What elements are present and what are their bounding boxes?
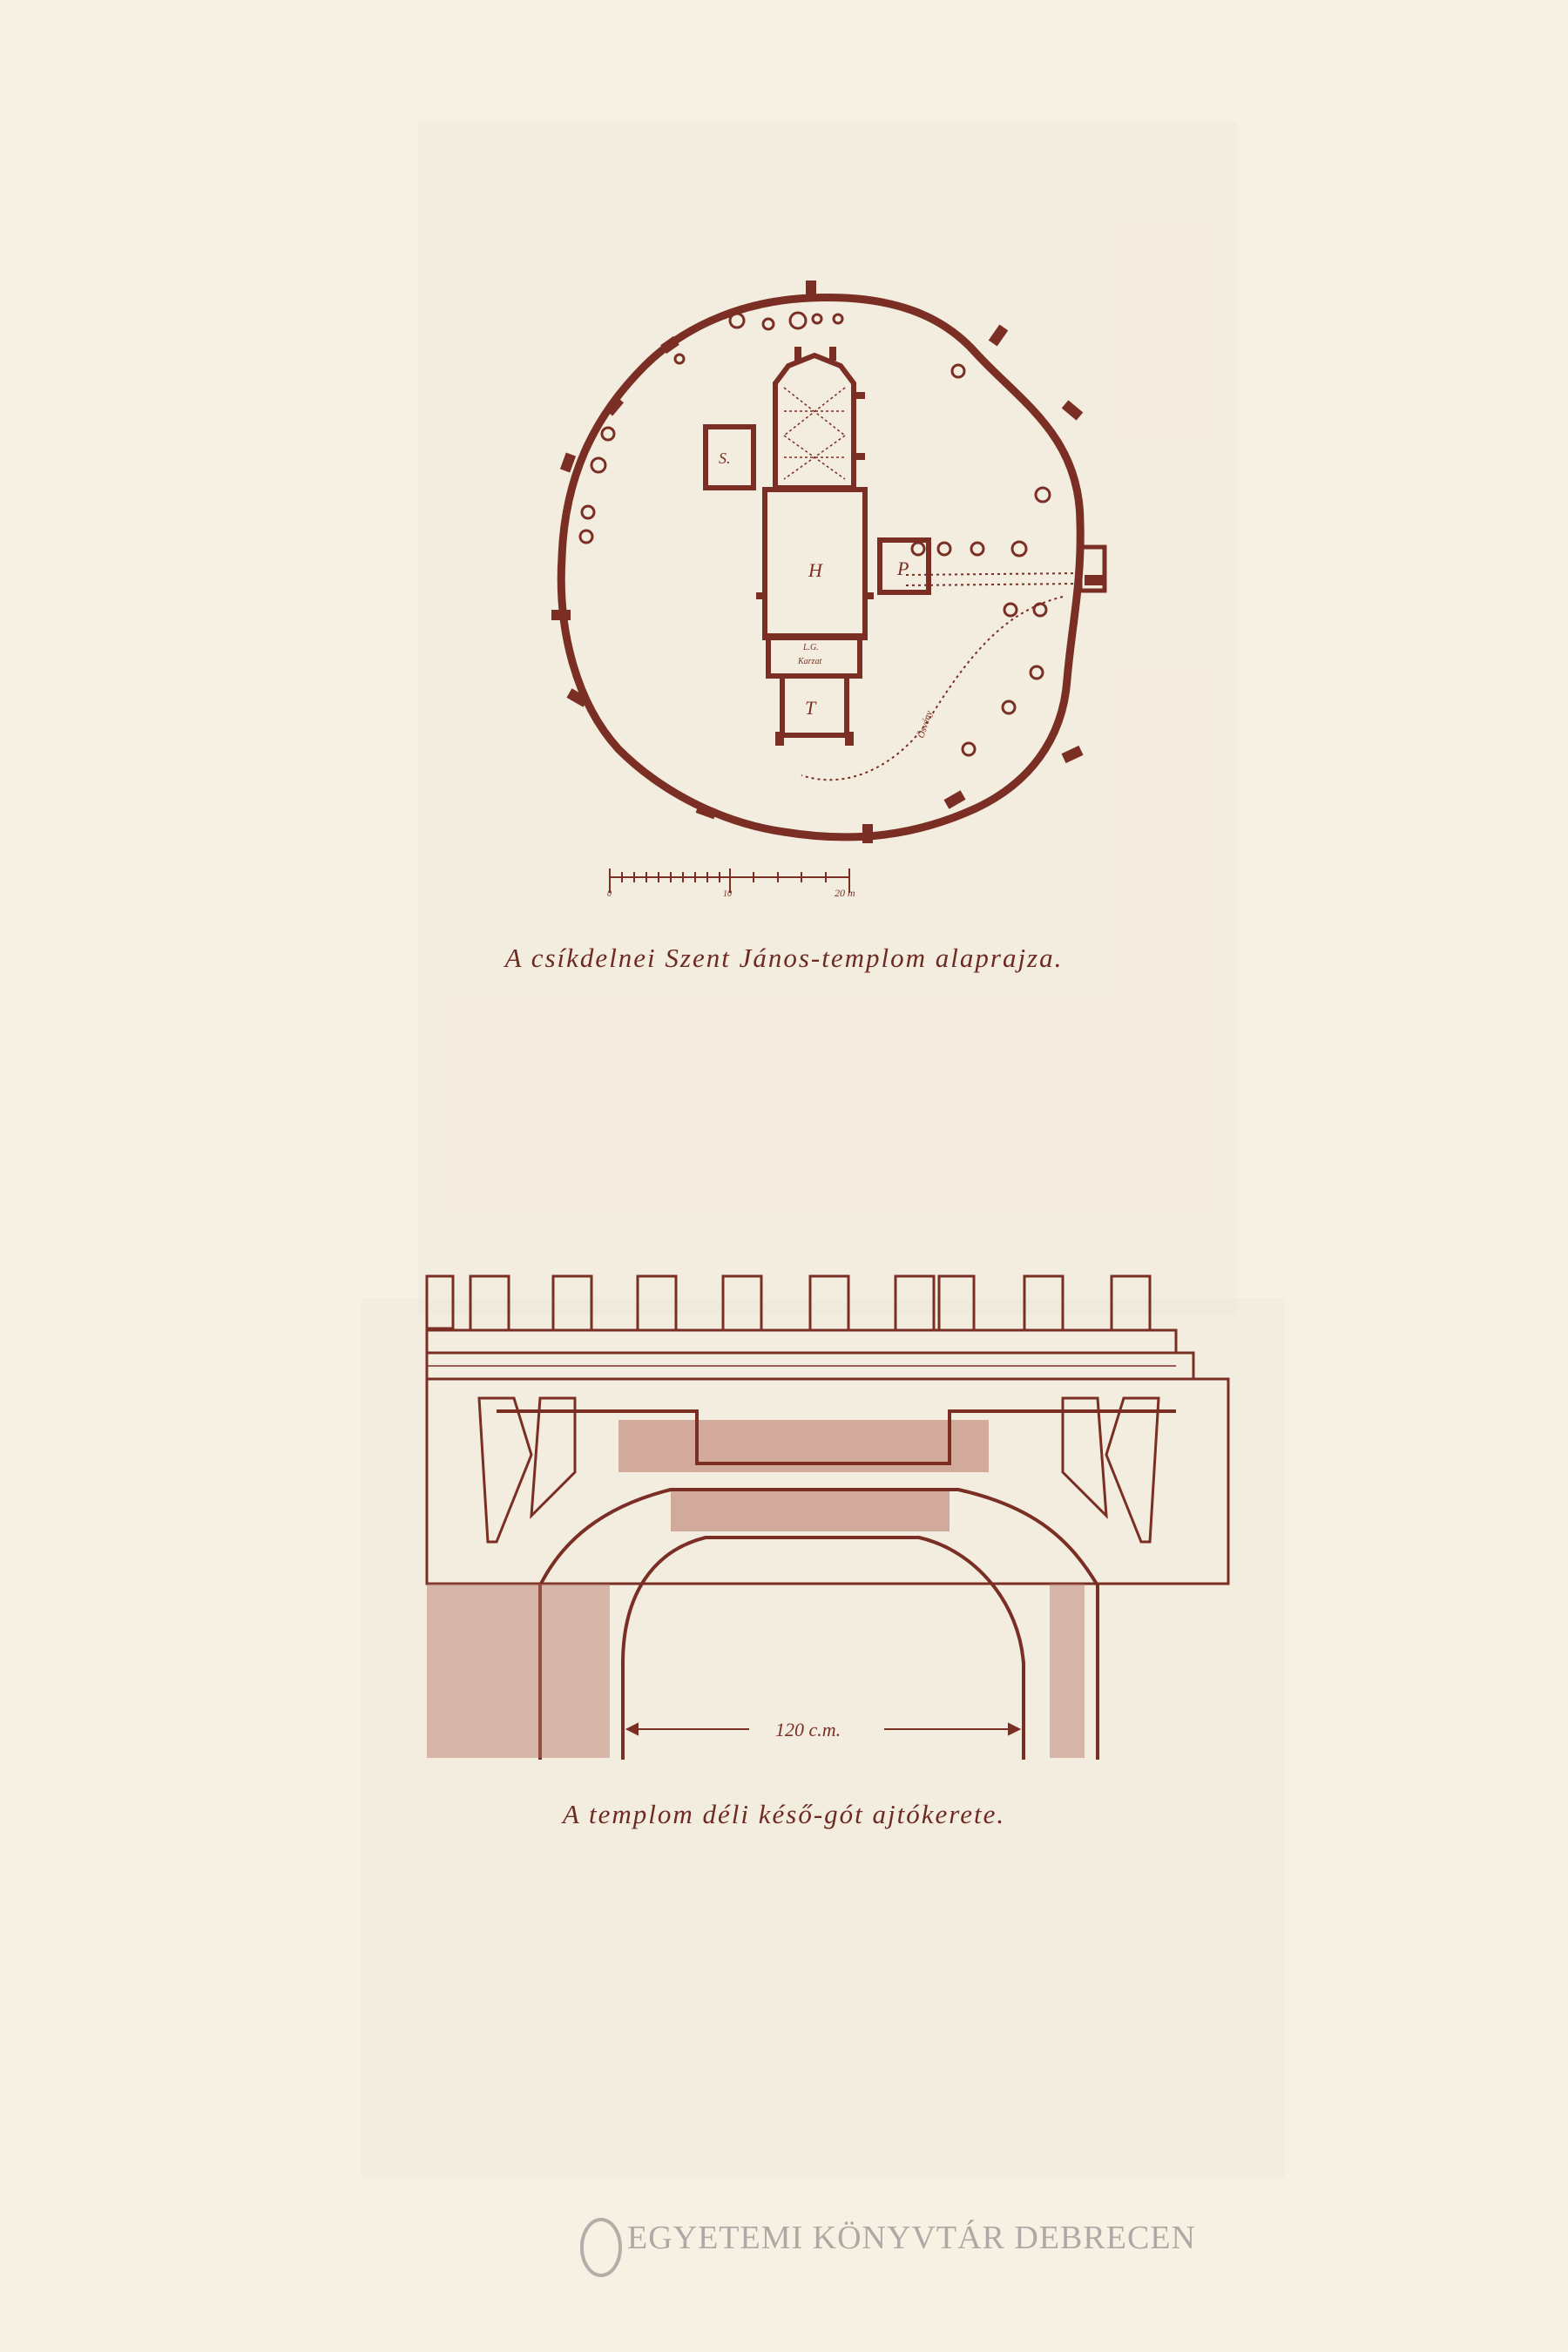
portal-caption: A templom déli késő-gót ajtókerete. [562,1799,1006,1829]
church-building [706,355,929,735]
stamp-text: EGYETEMI KÖNYVTÁR DEBRECEN [627,2220,1196,2256]
stamp-emblem-icon [575,2208,627,2295]
label-sacristy: S. [719,449,731,467]
scale-end-label: 20 m [835,887,855,899]
label-path: Ösvény [916,709,935,740]
scale-mid-label: 10 [723,889,732,899]
jamb-hatching [427,1584,1085,1758]
label-choir: Karzat [798,657,822,666]
sanctuary-vaults [784,388,845,479]
label-choir-top: L.G. [803,643,819,652]
scale-bar [601,867,889,910]
lintel-hatching [618,1420,989,1531]
label-porch: P [897,558,909,579]
church-ground-plan [523,261,1132,923]
dimension-label: 120 c.m. [775,1719,841,1740]
scale-start-label: 0 [607,889,612,899]
plan-caption: A csíkdelnei Szent János-templom alaprajza. [504,943,1064,973]
label-nave: H [808,559,822,581]
cornice-blocks [427,1276,1150,1330]
post-holes [580,313,1050,755]
library-stamp [575,2208,1196,2304]
label-tower: T [805,697,816,719]
gothic-doorframe-drawing [409,1254,1246,1768]
